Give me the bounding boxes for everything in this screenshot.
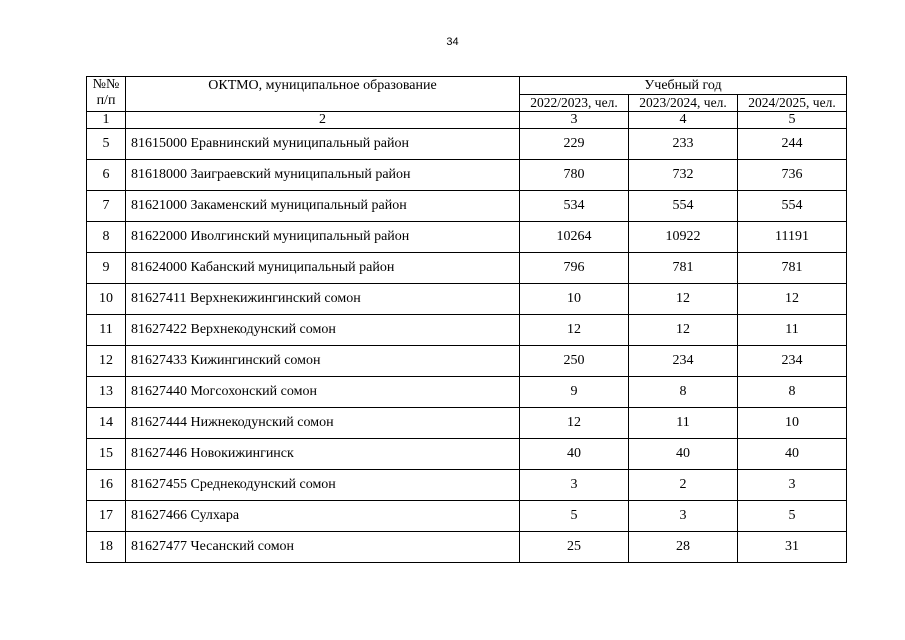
header-name-cell: ОКТМО, муниципальное образование (126, 77, 520, 112)
row-value-2022-cell: 229 (520, 129, 629, 160)
row-value-2023-cell: 8 (629, 377, 738, 408)
row-value-2024-cell: 40 (738, 439, 847, 470)
row-value-2024-cell: 5 (738, 501, 847, 532)
row-num-cell: 14 (87, 408, 126, 439)
row-value-2022-cell: 796 (520, 253, 629, 284)
row-num-cell: 16 (87, 470, 126, 501)
index-cell: 2 (126, 112, 520, 129)
row-value-2023-cell: 233 (629, 129, 738, 160)
row-value-2023-cell: 781 (629, 253, 738, 284)
row-name-cell: 81627433 Кижингинский сомон (126, 346, 520, 377)
table-row (87, 222, 847, 253)
table-row (87, 532, 847, 563)
table-row (87, 501, 847, 532)
header-year-2: 2023/2024, чел. (629, 95, 738, 112)
row-num-cell: 9 (87, 253, 126, 284)
row-num-cell: 6 (87, 160, 126, 191)
page-number: 34 (446, 36, 459, 48)
row-value-2022-cell: 9 (520, 377, 629, 408)
row-name-cell: 81627440 Могсохонский сомон (126, 377, 520, 408)
row-value-2022-cell: 3 (520, 470, 629, 501)
row-value-2024-cell: 234 (738, 346, 847, 377)
row-value-2024-cell: 554 (738, 191, 847, 222)
row-num-cell: 13 (87, 377, 126, 408)
row-value-2024-cell: 8 (738, 377, 847, 408)
row-value-2022-cell: 25 (520, 532, 629, 563)
row-value-2022-cell: 534 (520, 191, 629, 222)
row-value-2024-cell: 736 (738, 160, 847, 191)
row-value-2024-cell: 244 (738, 129, 847, 160)
row-name-cell: 81627466 Сулхара (126, 501, 520, 532)
table-row (87, 315, 847, 346)
row-name-cell: 81627446 Новокижингинск (126, 439, 520, 470)
row-name-cell: 81618000 Заиграевский муниципальный район (126, 160, 520, 191)
row-num-cell: 11 (87, 315, 126, 346)
row-value-2024-cell: 31 (738, 532, 847, 563)
row-name-cell: 81621000 Закаменский муниципальный район (126, 191, 520, 222)
row-name-cell: 81627455 Среднекодунский сомон (126, 470, 520, 501)
header-num-cell (87, 77, 126, 112)
row-value-2024-cell: 11 (738, 315, 847, 346)
table-row (87, 129, 847, 160)
row-num-cell: 8 (87, 222, 126, 253)
row-value-2024-cell: 781 (738, 253, 847, 284)
table-row (87, 191, 847, 222)
row-value-2022-cell: 5 (520, 501, 629, 532)
row-value-2022-cell: 40 (520, 439, 629, 470)
row-value-2023-cell: 234 (629, 346, 738, 377)
table-row (87, 346, 847, 377)
row-num-cell: 15 (87, 439, 126, 470)
row-value-2022-cell: 12 (520, 408, 629, 439)
row-name-cell: 81615000 Еравнинский муниципальный район (126, 129, 520, 160)
row-value-2023-cell: 40 (629, 439, 738, 470)
header-group-cell: Учебный год (520, 77, 847, 95)
table-row (87, 377, 847, 408)
header-year-3: 2024/2025, чел. (738, 95, 847, 112)
row-value-2023-cell: 554 (629, 191, 738, 222)
row-num-cell: 10 (87, 284, 126, 315)
index-row (87, 112, 847, 129)
table-row (87, 284, 847, 315)
row-value-2023-cell: 12 (629, 315, 738, 346)
row-value-2022-cell: 250 (520, 346, 629, 377)
header-num-line2: п/п (96, 93, 116, 108)
row-value-2022-cell: 10264 (520, 222, 629, 253)
row-value-2023-cell: 3 (629, 501, 738, 532)
row-value-2024-cell: 12 (738, 284, 847, 315)
data-table (86, 76, 847, 563)
index-cell: 3 (520, 112, 629, 129)
index-cell: 5 (738, 112, 847, 129)
row-num-cell: 18 (87, 532, 126, 563)
row-value-2023-cell: 2 (629, 470, 738, 501)
row-name-cell: 81627411 Верхнекижингинский сомон (126, 284, 520, 315)
row-value-2022-cell: 12 (520, 315, 629, 346)
row-value-2022-cell: 10 (520, 284, 629, 315)
row-num-cell: 12 (87, 346, 126, 377)
row-name-cell: 81627422 Верхнекодунский сомон (126, 315, 520, 346)
table-row (87, 160, 847, 191)
header-num-line1: №№ (92, 77, 120, 92)
row-name-cell: 81624000 Кабанский муниципальный район (126, 253, 520, 284)
row-value-2023-cell: 28 (629, 532, 738, 563)
table-row (87, 408, 847, 439)
table-row (87, 470, 847, 501)
row-num-cell: 7 (87, 191, 126, 222)
header-row (87, 77, 847, 95)
row-value-2024-cell: 10 (738, 408, 847, 439)
row-value-2023-cell: 732 (629, 160, 738, 191)
row-value-2023-cell: 12 (629, 284, 738, 315)
table-row (87, 439, 847, 470)
header-year-1: 2022/2023, чел. (520, 95, 629, 112)
index-cell: 1 (87, 112, 126, 129)
row-value-2024-cell: 11191 (738, 222, 847, 253)
row-value-2023-cell: 11 (629, 408, 738, 439)
table-row (87, 253, 847, 284)
row-value-2022-cell: 780 (520, 160, 629, 191)
row-name-cell: 81627444 Нижнекодунский сомон (126, 408, 520, 439)
row-value-2023-cell: 10922 (629, 222, 738, 253)
row-num-cell: 17 (87, 501, 126, 532)
row-name-cell: 81622000 Иволгинский муниципальный район (126, 222, 520, 253)
row-name-cell: 81627477 Чесанский сомон (126, 532, 520, 563)
row-num-cell: 5 (87, 129, 126, 160)
row-value-2024-cell: 3 (738, 470, 847, 501)
index-cell: 4 (629, 112, 738, 129)
